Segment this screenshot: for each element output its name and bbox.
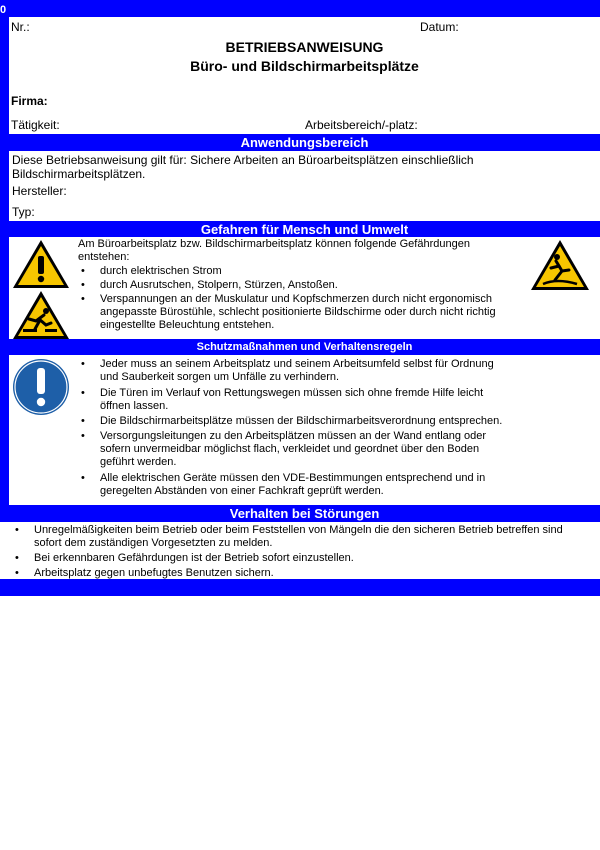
- list-item: [78, 472, 528, 498]
- list-item-text: und Sauberkeit sorgen um Unfälle zu verhindern.: [100, 371, 340, 383]
- header-box: [9, 17, 600, 134]
- list-item: [12, 524, 597, 550]
- section-heading-stoerungen: Verhalten bei Störungen: [229, 506, 380, 521]
- trip-hazard-icon: [11, 289, 71, 341]
- list-item: [78, 265, 518, 278]
- list-item-text: eingestellte Beleuchtung entstehen.: [100, 319, 275, 331]
- nr-label: Nr.:: [11, 20, 30, 34]
- typ-label: Typ:: [12, 205, 35, 219]
- anwendungsbereich-text-1: Diese Betriebsanweisung gilt für: Sichere Arbeiten an Büroarbeitsplätzen einschließlich: [12, 153, 474, 167]
- list-item-text: Die Bildschirmarbeitsplätze müssen der Bildschirmarbeitsverordnung entsprechen.: [100, 415, 503, 427]
- hersteller-label: Hersteller:: [12, 184, 67, 198]
- arbeitsbereich-label: Arbeitsbereich/-platz:: [305, 118, 418, 132]
- mandatory-exclamation-icon: [12, 358, 70, 416]
- page-title: BETRIEBSANWEISUNG: [225, 39, 384, 55]
- list-item-text: Die Türen im Verlauf von Rettungswegen müssen sich ohne fremde Hilfe leicht: [100, 387, 484, 399]
- datum-label: Datum:: [420, 20, 459, 34]
- corner-mark: 0: [0, 4, 7, 16]
- page-subtitle: Büro- und Bildschirmarbeitsplätze: [190, 58, 419, 74]
- section-heading-anwendungsbereich: Anwendungsbereich: [240, 135, 369, 150]
- slip-hazard-icon: [529, 238, 591, 292]
- list-item-text: geregelten Abständen von einer Fachkraft geprüft werden.: [100, 485, 384, 497]
- anwendungsbereich-text-2: Bildschirmarbeitsplätzen.: [12, 167, 146, 181]
- list-item: [78, 279, 518, 292]
- firma-label: Firma:: [11, 94, 48, 108]
- list-item-text: geführt werden.: [100, 456, 177, 468]
- list-item: [12, 567, 597, 580]
- taetigkeit-label: Tätigkeit:: [11, 118, 60, 132]
- list-item: [78, 415, 528, 428]
- list-item-text: Versorgungsleitungen zu den Arbeitsplätzen müssen an der Wand entlang oder: [100, 430, 487, 442]
- list-item: [78, 293, 518, 332]
- list-item-text: öffnen lassen.: [100, 400, 169, 412]
- section-heading-schutzmassnahmen: Schutzmaßnahmen und Verhaltensregeln: [196, 341, 413, 353]
- list-item: [12, 552, 597, 565]
- list-item-text: angepasste Bürostühle, schlecht positionierte Bildschirme oder durch nicht richtig: [100, 306, 496, 318]
- list-item-text: sofern unvermeidbar möglichst flach, verkleidet und geordnet über den Boden: [100, 443, 480, 455]
- list-item-text: Bei erkennbaren Gefährdungen ist der Betrieb sofort einzustellen.: [34, 552, 354, 564]
- list-item-text: Arbeitsplatz gegen unbefugtes Benutzen sichern.: [34, 567, 274, 579]
- list-item-text: Unregelmäßigkeiten beim Betrieb oder beim Feststellen von Mängeln die den sicheren Betrieb betreffen sind: [34, 524, 563, 536]
- list-item: [78, 430, 528, 469]
- schutz-list: [78, 358, 528, 498]
- list-item-text: durch Ausrutschen, Stolpern, Stürzen, Anstoßen.: [100, 279, 338, 291]
- list-item: [78, 387, 528, 413]
- list-item-text: sofort dem zuständigen Vorgesetzten zu melden.: [34, 537, 273, 549]
- stoerungen-list: [12, 524, 597, 580]
- list-item-text: Alle elektrischen Geräte müssen den VDE-Bestimmungen entsprechend und in: [100, 472, 486, 484]
- list-item-text: Verspannungen an der Muskulatur und Kopfschmerzen durch nicht ergonomisch: [100, 293, 492, 305]
- gefahren-intro-2: entstehen:: [78, 251, 130, 263]
- gefahren-intro-1: Am Büroarbeitsplatz bzw. Bildschirmarbeitsplatz können folgende Gefährdungen: [78, 238, 470, 250]
- list-item-text: durch elektrischen Strom: [100, 265, 222, 277]
- warning-exclamation-icon: [11, 238, 71, 290]
- list-item: [78, 358, 528, 384]
- section-heading-gefahren: Gefahren für Mensch und Umwelt: [200, 222, 409, 237]
- gefahren-list: [78, 265, 518, 332]
- list-item-text: Jeder muss an seinem Arbeitsplatz und seinem Arbeitsumfeld selbst für Ordnung: [100, 358, 494, 370]
